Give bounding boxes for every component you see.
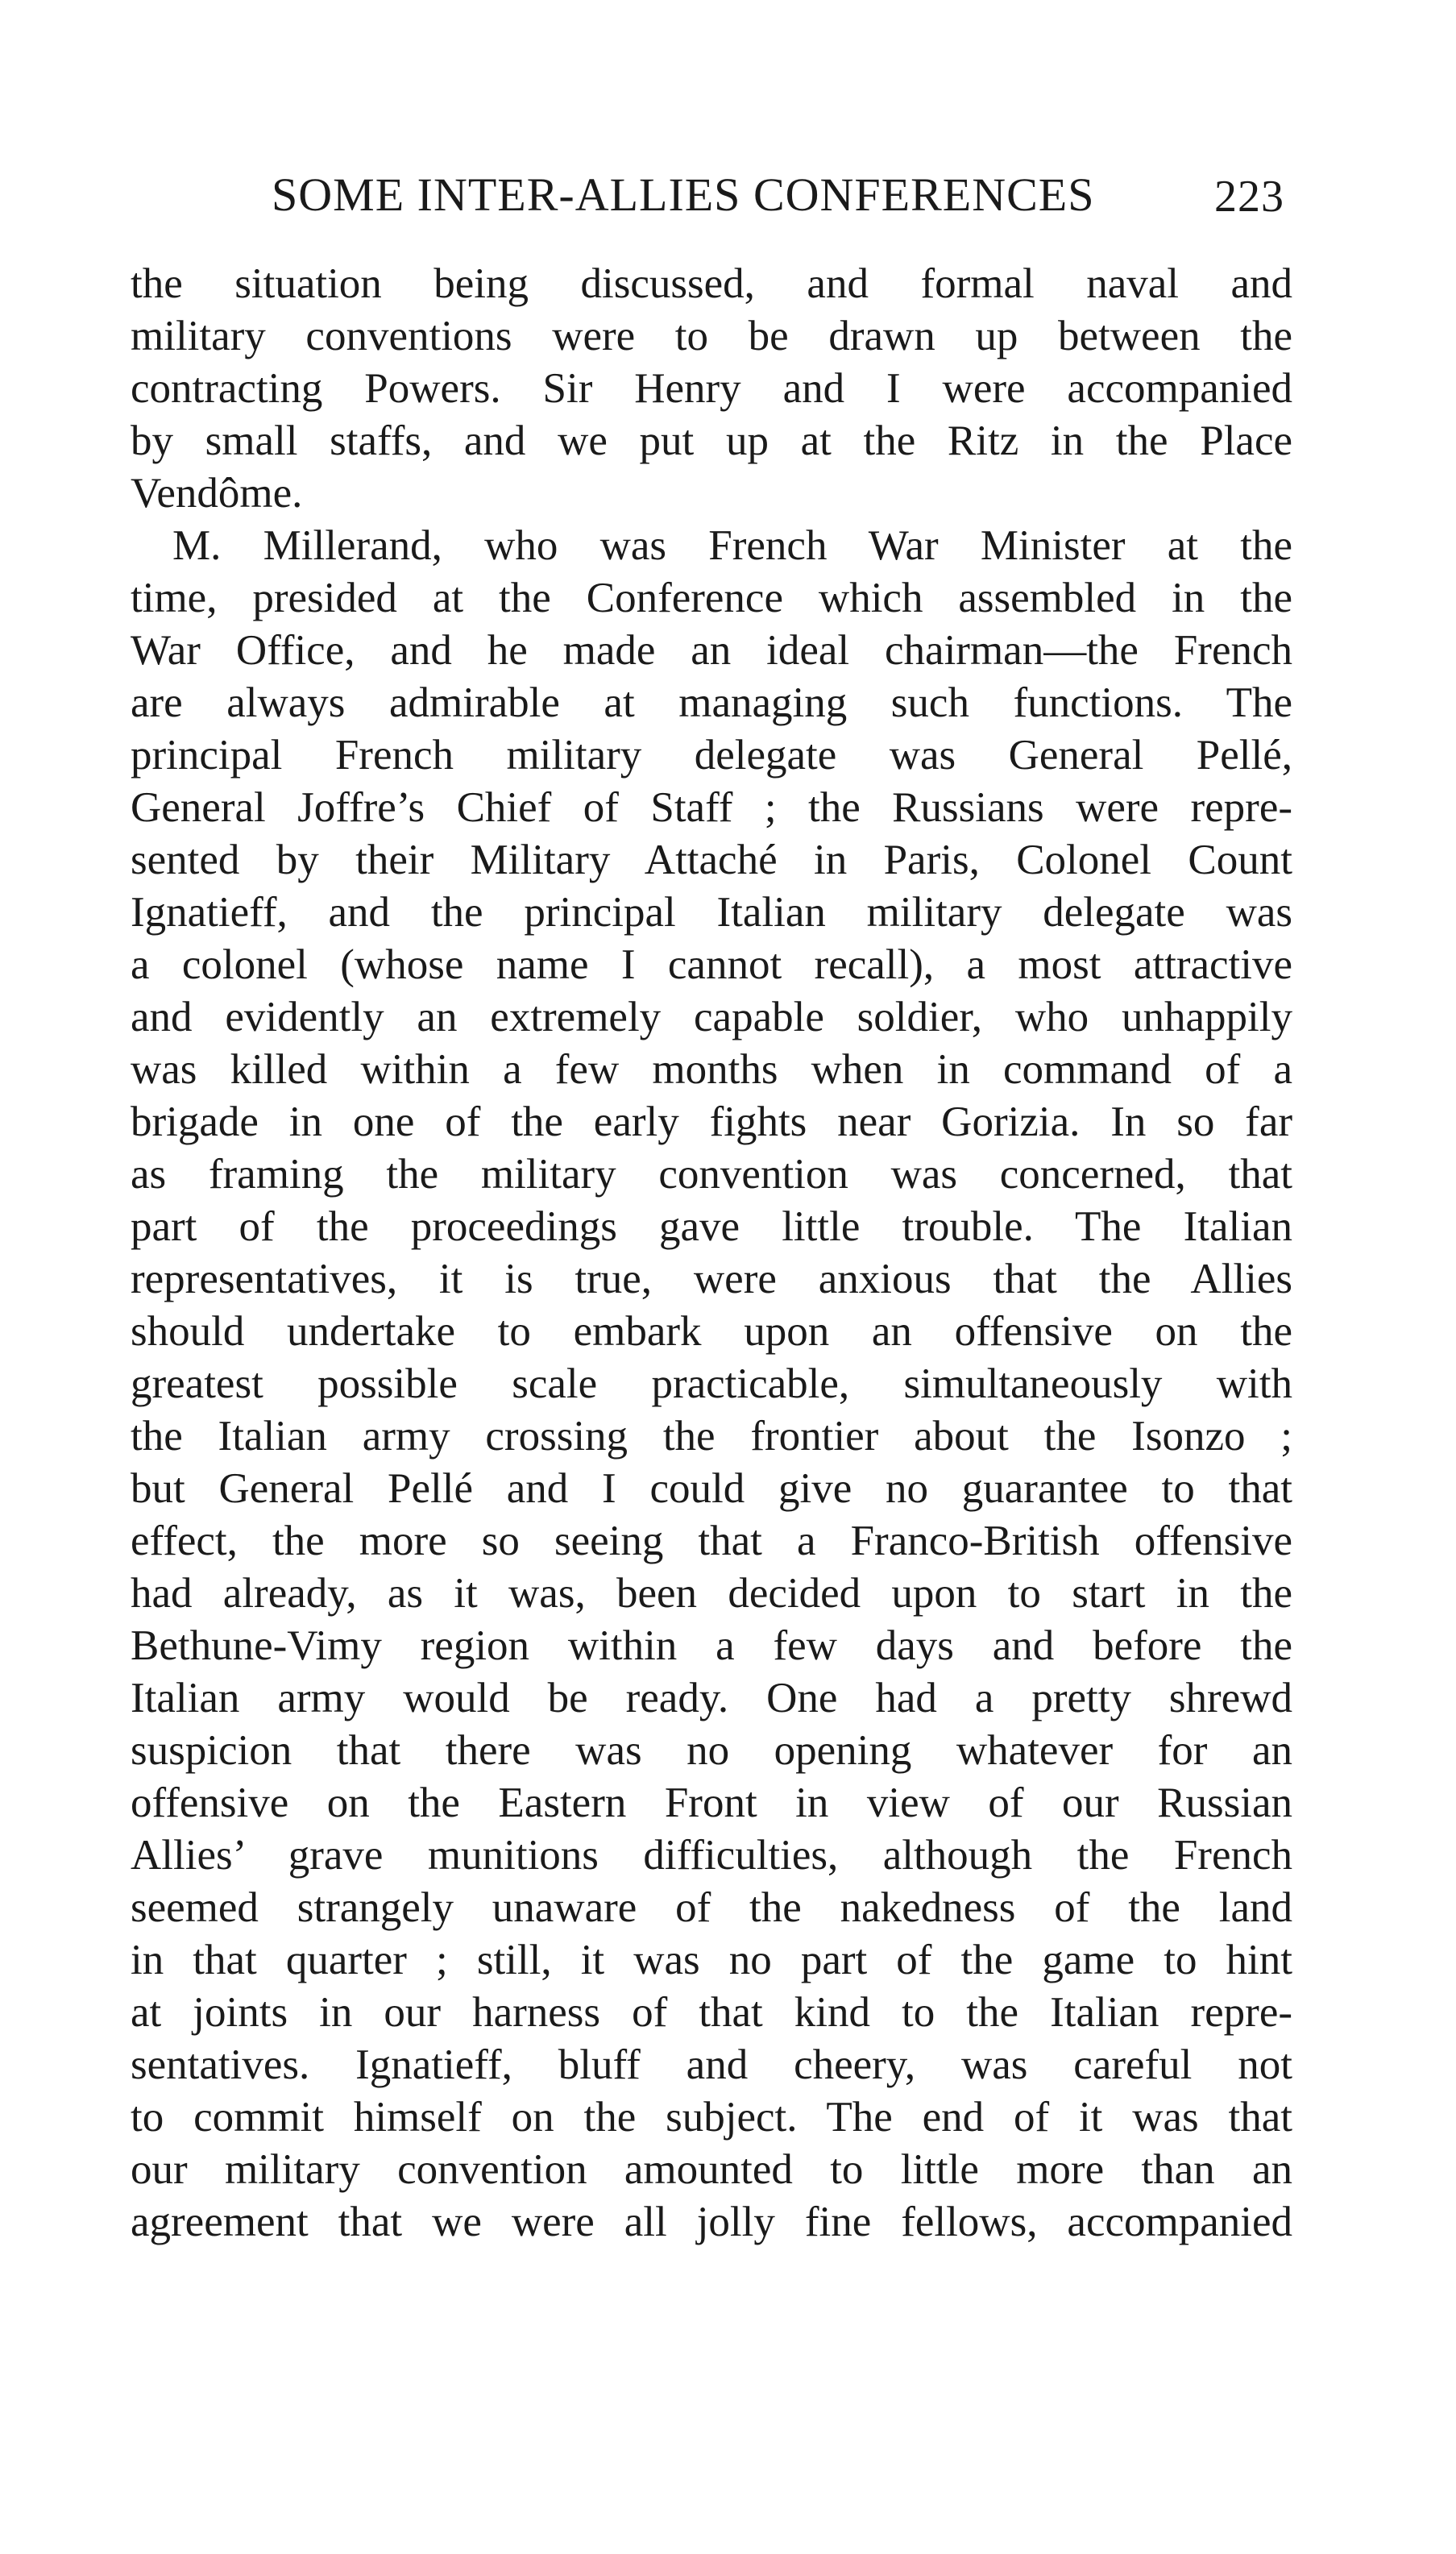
- text-line: sentatives. Ignatieff, bluff and cheery, was careful not: [131, 2041, 1292, 2088]
- text-line: had already, as it was, been decided upon to start in the: [131, 1570, 1292, 1617]
- text-line: brigade in one of the early fights near Gorizia. In so far: [131, 1098, 1292, 1145]
- text-line: time, presided at the Conference which assembled in the: [131, 575, 1292, 621]
- text-line: and evidently an extremely capable soldier, who unhappily: [131, 994, 1292, 1040]
- running-title: SOME INTER-ALLIES CONFERENCES: [272, 168, 1095, 221]
- paragraph: [131, 258, 1292, 520]
- text-line: should undertake to embark upon an offensive on the: [131, 1308, 1292, 1355]
- text-line: War Office, and he made an ideal chairman—the French: [131, 627, 1292, 674]
- text-line: greatest possible scale practicable, simultaneously with: [131, 1360, 1292, 1407]
- text-line: but General Pellé and I could give no guarantee to that: [131, 1465, 1292, 1512]
- text-line: sented by their Military Attaché in Paris, Colonel Count: [131, 837, 1292, 883]
- text-line: M. Millerand, who was French War Minister at the: [172, 522, 1292, 569]
- page-number: 223: [1214, 172, 1284, 222]
- text-line: to commit himself on the subject. The end of it was that: [131, 2094, 1292, 2141]
- text-line: contracting Powers. Sir Henry and I were accompanied: [131, 365, 1292, 412]
- text-line: Bethune-Vimy region within a few days and before the: [131, 1622, 1292, 1669]
- text-line: Ignatieff, and the principal Italian military delegate was: [131, 889, 1292, 936]
- text-line: offensive on the Eastern Front in view of our Russian: [131, 1779, 1292, 1826]
- body-text: [131, 258, 1292, 2249]
- text-line: part of the proceedings gave little trouble. The Italian: [131, 1203, 1292, 1250]
- running-head: [131, 168, 1292, 232]
- text-line: was killed within a few months when in command of a: [131, 1046, 1292, 1093]
- text-line: effect, the more so seeing that a Franco-British offensive: [131, 1518, 1292, 1564]
- text-line: the Italian army crossing the frontier about the Isonzo ;: [131, 1413, 1292, 1460]
- text-line: suspicion that there was no opening whatever for an: [131, 1727, 1292, 1774]
- text-line: as framing the military convention was concerned, that: [131, 1151, 1292, 1198]
- text-line: our military convention amounted to little more than an: [131, 2146, 1292, 2193]
- text-line: a colonel (whose name I cannot recall), a most attractive: [131, 941, 1292, 988]
- text-line: General Joffre’s Chief of Staff ; the Russians were repre-: [131, 784, 1292, 831]
- paragraph: [131, 520, 1292, 2249]
- text-line: Allies’ grave munitions difficulties, although the French: [131, 1832, 1292, 1879]
- text-line: in that quarter ; still, it was no part of the game to hint: [131, 1937, 1292, 1983]
- text-line: representatives, it is true, were anxious that the Allies: [131, 1256, 1292, 1302]
- text-line: Italian army would be ready. One had a pretty shrewd: [131, 1675, 1292, 1721]
- text-line: the situation being discussed, and formal naval and: [131, 260, 1292, 307]
- text-line: by small staffs, and we put up at the Ritz in the Place: [131, 417, 1292, 464]
- text-line: Vendôme.: [131, 470, 303, 517]
- text-line: agreement that we were all jolly fine fellows, accompanied: [131, 2199, 1292, 2245]
- text-line: principal French military delegate was General Pellé,: [131, 732, 1292, 779]
- text-line: at joints in our harness of that kind to the Italian repre-: [131, 1989, 1292, 2036]
- text-line: are always admirable at managing such functions. The: [131, 679, 1292, 726]
- text-line: seemed strangely unaware of the nakedness of the land: [131, 1884, 1292, 1931]
- text-line: military conventions were to be drawn up between the: [131, 313, 1292, 359]
